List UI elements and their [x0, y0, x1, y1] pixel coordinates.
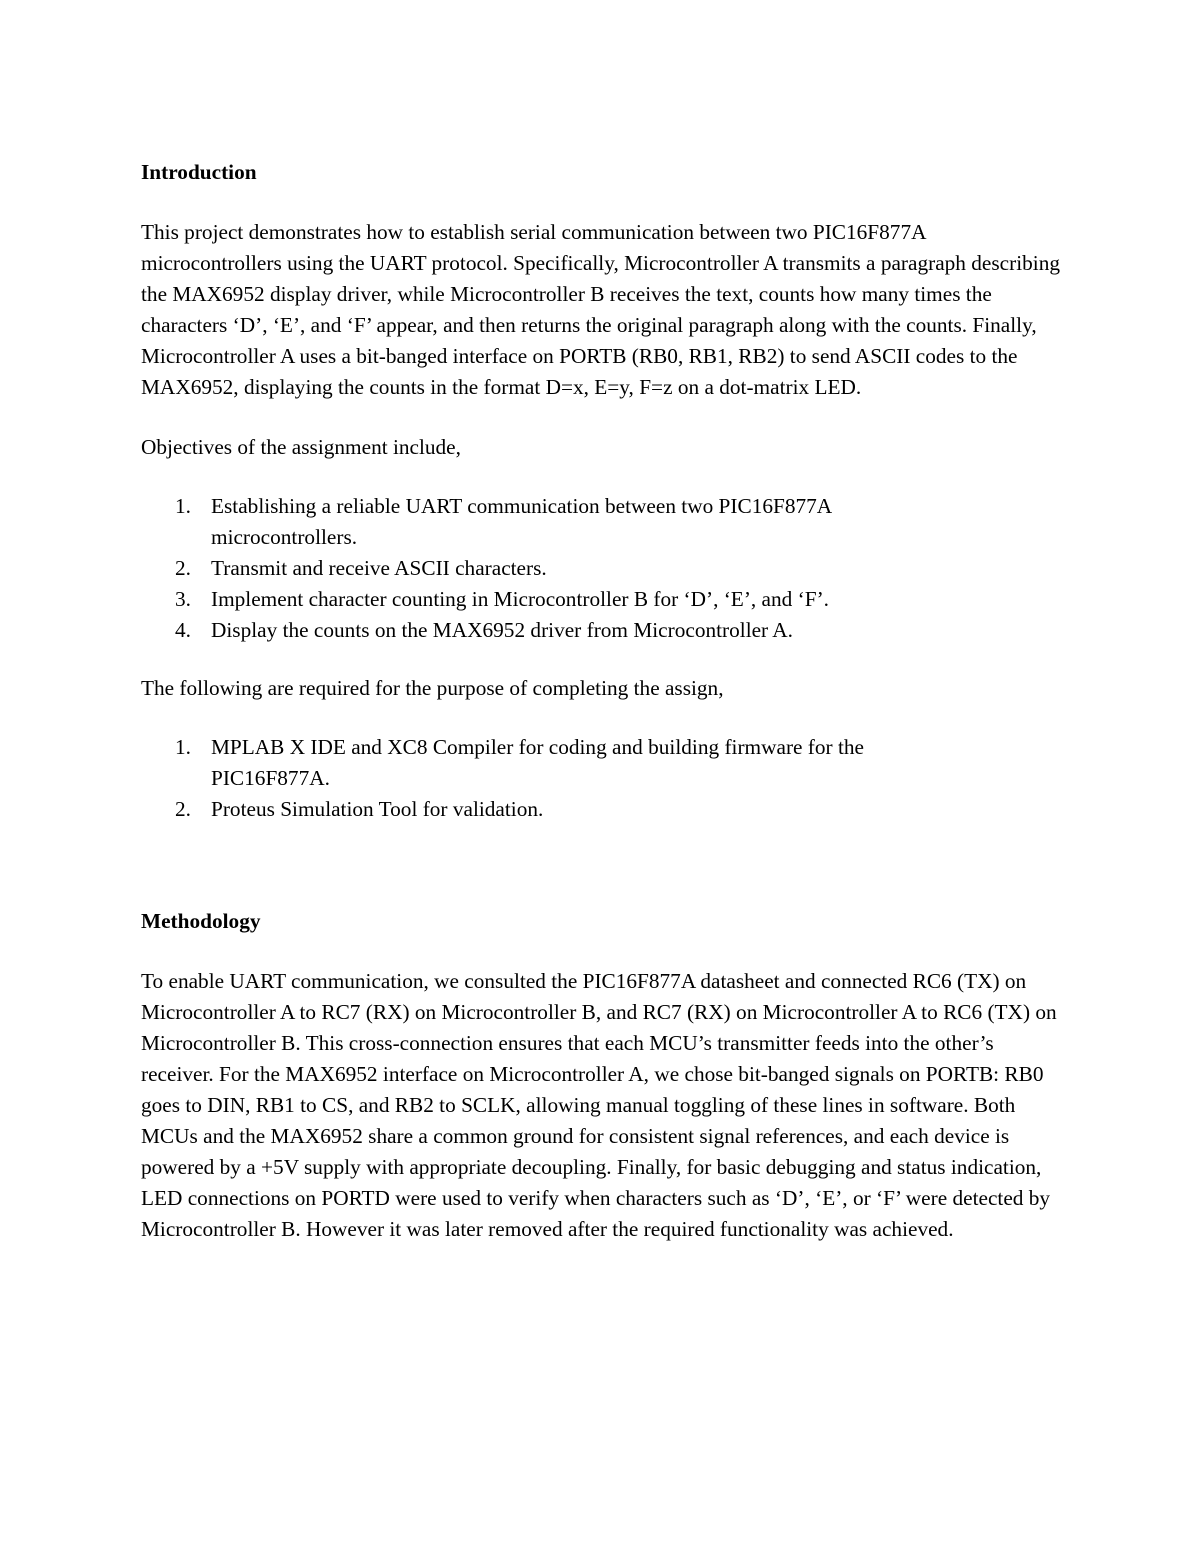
document-content [141, 157, 1066, 1245]
objectives-list [141, 491, 1066, 646]
list-number: 3. [175, 587, 191, 611]
list-item-text: Establishing a reliable UART communication between two PIC16F877A microcontrollers. [211, 494, 831, 549]
list-item [141, 794, 911, 825]
list-item [141, 491, 911, 553]
list-number: 1. [175, 494, 191, 518]
list-item [141, 584, 911, 615]
list-item-text: Proteus Simulation Tool for validation. [211, 797, 544, 821]
methodology-paragraph: To enable UART communication, we consulted the PIC16F877A datasheet and connected RC6 (TX) on Microcontroller A to RC7 (RX) on Microcontroller B, and RC7 (RX) on Microcontroller A to RC6 (TX) on Microcontroller B. This cross-connection ensures that each MCU’s transmitter feeds into the other’s receiver. For the MAX6952 interface on Microcontroller A, we chose bit-banged signals on PORTB: RB0 goes to DIN, RB1 to CS, and RB2 to SCLK, allowing manual toggling of these lines in software. Both MCUs and the MAX6952 share a common ground for consistent signal references, and each device is powered by a +5V supply with appropriate decoupling. Finally, for basic debugging and status indication, LED connections on PORTD were used to verify when characters such as ‘D’, ‘E’, or ‘F’ were detected by Microcontroller B. However it was later removed after the required functionality was achieved. [141, 969, 1057, 1241]
objectives-intro: Objectives of the assignment include, [141, 435, 461, 459]
list-item-text: Display the counts on the MAX6952 driver from Microcontroller A. [211, 618, 794, 642]
list-number: 1. [175, 735, 191, 759]
list-number: 2. [175, 797, 191, 821]
list-item-text: Implement character counting in Microcontroller B for ‘D’, ‘E’, and ‘F’. [211, 587, 829, 611]
list-item-text: Transmit and receive ASCII characters. [211, 556, 547, 580]
introduction-paragraph: This project demonstrates how to establish serial communication between two PIC16F877A microcontrollers using the UART protocol. Specifically, Microcontroller A transmits a paragraph describing the MAX6952 display driver, while Microcontroller B receives the text, counts how many times the characters ‘D’, ‘E’, and ‘F’ appear, and then returns the original paragraph along with the counts. Finally, Microcontroller A uses a bit-banged interface on PORTB (RB0, RB1, RB2) to send ASCII codes to the MAX6952, displaying the counts in the format D=x, E=y, F=z on a dot-matrix LED. [141, 220, 1060, 399]
list-item [141, 732, 911, 794]
list-item-text: MPLAB X IDE and XC8 Compiler for coding and building firmware for the PIC16F877A. [211, 735, 864, 790]
list-number: 2. [175, 556, 191, 580]
requirements-intro: The following are required for the purpose of completing the assign, [141, 676, 724, 700]
methodology-heading: Methodology [141, 909, 261, 933]
introduction-heading: Introduction [141, 160, 257, 184]
requirements-list [141, 732, 1066, 825]
list-number: 4. [175, 618, 191, 642]
list-item [141, 553, 911, 584]
list-item [141, 615, 911, 646]
